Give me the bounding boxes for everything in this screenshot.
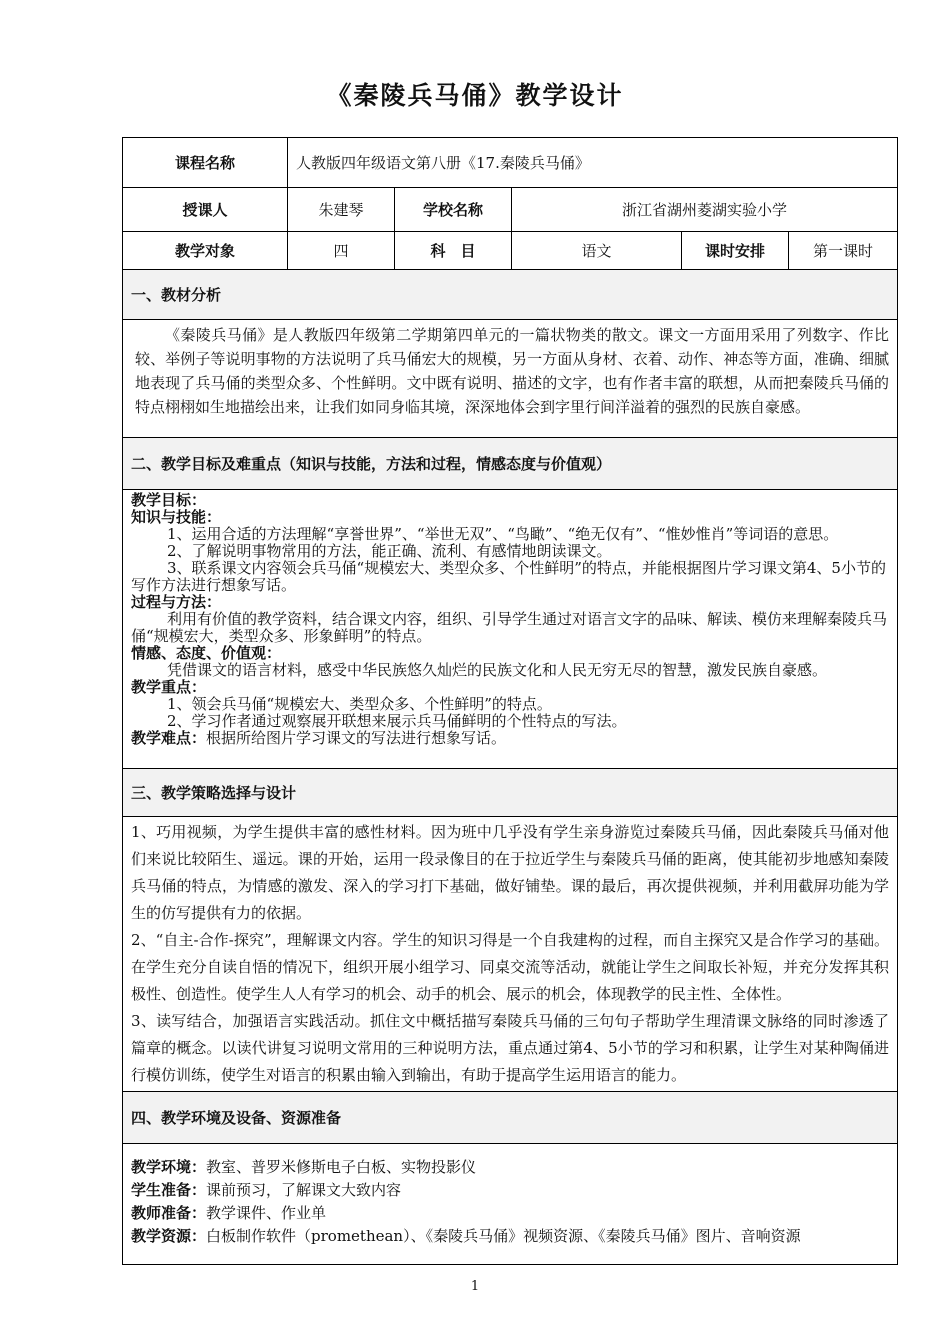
subject-label: 科 目 [395,232,512,270]
material-analysis-text: 《秦陵兵马俑》是人教版四年级第二学期第四单元的一篇状物类的散文。课文一方面用采用了列数字、作比较、举例子等说明事物的方法说明了兵马俑宏大的规模，另一方面从身材、衣着、动作、神态等方面，准确、细腻地表现了兵马俑的类型众多、个性鲜明。文中既有说明、描述的文字，也有作者丰富的联想，从而把秦陵兵马俑的特点栩栩如生地描绘出来，让我们如同身临其境，深深地体会到字里行间洋溢着的强烈的民族自豪感。 [135,326,890,416]
key-points-label: 教学重点： [131,678,207,696]
schedule-value: 第一课时 [789,232,898,270]
key-point-2: 2、学习作者通过观察展开联想来展示兵马俑鲜明的个性特点的写法。 [167,712,627,730]
course-name-value: 人教版四年级语文第八册《17.秦陵兵马俑》 [288,138,898,188]
target-value: 四 [288,232,395,270]
strategy-paragraph-2: 2、“自主-合作-探究”，理解课文内容。学生的知识习得是一个自我建构的过程，而自主探究又是合作学习的基础。在学生充分自读自悟的情况下，组织开展小组学习、同桌交流等活动，就能让学生之间取长补短，并充分发挥其积极性、创造性。使学生人人有学习的机会、动手的机会、展示的机会，体现教学的民主性、全体性。 [131,931,890,1003]
target-row [123,232,898,270]
document-title: 《秦陵兵马俑》教学设计 [326,81,624,110]
page-number: 1 [470,1279,480,1294]
subject-value: 语文 [512,232,682,270]
strategy-paragraph-3: 3、读写结合，加强语言实践活动。抓住文中概括描写秦陵兵马俑的三句句子帮助学生理清课文脉络的同时渗透了篇章的概念。以读代讲复习说明文常用的三种说明方法，重点通过第4、5小节的学习和积累，让学生对某种陶俑进行模仿训练，使学生对语言的积累由输入到输出，有助于提高学生运用语言的能力。 [131,1012,890,1084]
teacher-prep-value: 教学课件、作业单 [206,1204,327,1222]
teacher-label: 授课人 [123,188,288,232]
emotion-label: 情感、态度、价值观： [131,644,282,662]
student-prep-value: 课前预习，了解课文大致内容 [206,1181,402,1199]
section-heading-environment: 四、教学环境及设备、资源准备 [123,1092,898,1144]
knowledge-item-3: 3、联系课文内容领会兵马俑“规模宏大、类型众多、个性鲜明”的特点，并能根据图片学习课文第4、5小节的写作方法进行想象写话。 [131,559,886,594]
course-name-row [123,138,898,188]
key-point-1: 1、领会兵马俑“规模宏大、类型众多、个性鲜明”的特点。 [167,695,552,713]
teacher-prep-line [131,1202,889,1225]
knowledge-item-2: 2、了解说明事物常用的方法，能正确、流利、有感情地朗读课文。 [167,542,612,560]
emotion-text: 凭借课文的语言材料，感受中华民族悠久灿烂的民族文化和人民无穷无尽的智慧，激发民族自豪感。 [167,661,828,679]
strategy-paragraph-1: 1、巧用视频，为学生提供丰富的感性材料。因为班中几乎没有学生亲身游览过秦陵兵马俑，因此秦陵兵马俑对他们来说比较陌生、遥远。课的开始，运用一段录像目的在于拉近学生与秦陵兵马俑的距离，使其能初步地感知秦陵兵马俑的特点，为情感的激发、深入的学习打下基础，做好铺垫。课的最后，再次提供视频，并利用截屏功能为学生的仿写提供有力的依据。 [131,823,890,922]
env-label: 教学环境： [131,1158,207,1176]
lesson-plan-table [122,137,898,1265]
env-line [131,1156,889,1179]
resource-line [131,1225,889,1248]
school-value: 浙江省湖州菱湖实验小学 [512,188,898,232]
teacher-row [123,188,898,232]
school-label: 学校名称 [395,188,512,232]
objectives-block [123,490,898,769]
teacher-value: 朱建琴 [288,188,395,232]
schedule-label: 课时安排 [682,232,789,270]
difficulty-line [131,730,889,747]
goals-label: 教学目标： [131,491,207,509]
process-text: 利用有价值的教学资料，结合课文内容，组织、引导学生通过对语言文字的品味、解读、模仿来理解秦陵兵马俑“规模宏大，类型众多、形象鲜明”的特点。 [131,610,888,645]
process-label: 过程与方法： [131,593,222,611]
teacher-prep-label: 教师准备： [131,1204,207,1222]
material-analysis [123,320,898,438]
section-heading-objectives: 二、教学目标及难重点（知识与技能，方法和过程，情感态度与价值观） [123,438,898,490]
env-value: 教室、普罗米修斯电子白板、实物投影仪 [206,1158,477,1176]
student-prep-label: 学生准备： [131,1181,207,1199]
environment-block [123,1144,898,1265]
student-prep-line [131,1179,889,1202]
resource-value: 白板制作软件（promethean）、《秦陵兵马俑》视频资源、《秦陵兵马俑》图片、音响资源 [206,1227,801,1245]
section-heading-material: 一、教材分析 [123,270,898,320]
difficulty-label: 教学难点： [131,729,207,747]
strategy-block [123,817,898,1092]
resource-label: 教学资源： [131,1227,207,1245]
target-label: 教学对象 [123,232,288,270]
course-name-label: 课程名称 [123,138,288,188]
section-heading-strategy: 三、教学策略选择与设计 [123,769,898,817]
difficulty-text: 根据所给图片学习课文的写法进行想象写话。 [206,729,507,747]
knowledge-label: 知识与技能： [131,508,222,526]
knowledge-item-1: 1、运用合适的方法理解“享誉世界”、“举世无双”、“鸟瞰”、“绝无仅有”、“惟妙惟肖”等词语的意思。 [167,525,839,543]
